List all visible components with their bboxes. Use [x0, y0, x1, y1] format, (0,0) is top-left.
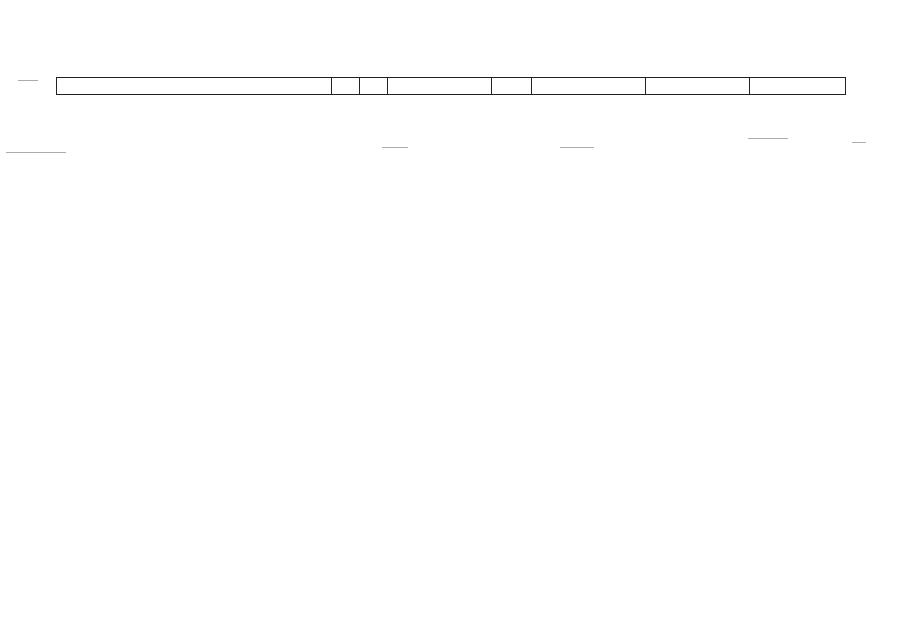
- table-header: [56, 77, 846, 95]
- header-col-3: [359, 78, 387, 94]
- header-col-8: [749, 78, 845, 94]
- scan-mark: [382, 147, 408, 148]
- header-col-4: [387, 78, 491, 94]
- scan-mark: [748, 138, 788, 139]
- header-col-2: [331, 78, 359, 94]
- scan-mark: [18, 80, 38, 81]
- header-col-1: [57, 78, 331, 94]
- scan-mark: [6, 152, 66, 153]
- scan-mark: [560, 147, 594, 148]
- header-col-7: [645, 78, 749, 94]
- header-col-5: [491, 78, 531, 94]
- scan-mark: [852, 142, 866, 143]
- header-col-6: [531, 78, 645, 94]
